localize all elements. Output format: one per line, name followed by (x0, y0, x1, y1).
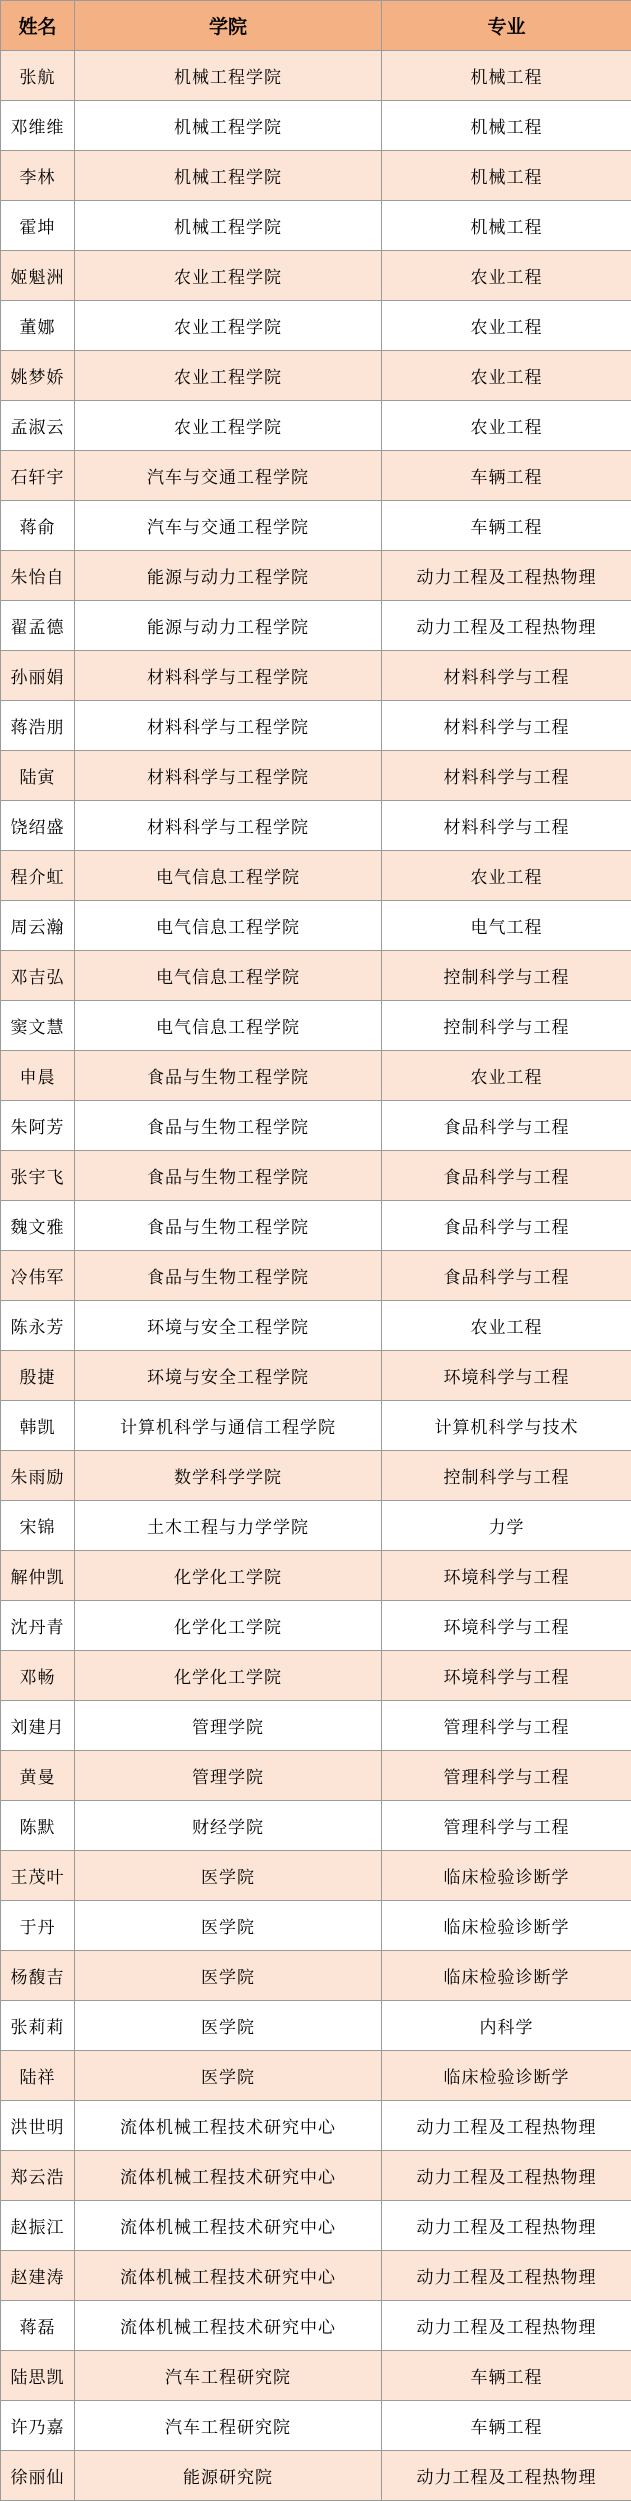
table-row (1, 2401, 631, 2451)
cell-major: 机械工程 (382, 201, 631, 251)
cell-major: 控制科学与工程 (382, 1001, 631, 1051)
cell-major: 计算机科学与技术 (382, 1401, 631, 1451)
cell-major: 临床检验诊断学 (382, 1901, 631, 1951)
cell-name: 张莉莉 (1, 2001, 75, 2051)
cell-name: 朱阿芳 (1, 1101, 75, 1151)
table-row (1, 551, 631, 601)
cell-college: 能源与动力工程学院 (75, 551, 382, 601)
header-row (1, 1, 631, 51)
cell-college: 食品与生物工程学院 (75, 1251, 382, 1301)
cell-name: 董娜 (1, 301, 75, 351)
cell-name: 陆寅 (1, 751, 75, 801)
cell-college: 医学院 (75, 1951, 382, 2001)
cell-major: 临床检验诊断学 (382, 2051, 631, 2101)
header-major: 专业 (382, 1, 631, 51)
cell-college: 财经学院 (75, 1801, 382, 1851)
table-row (1, 301, 631, 351)
cell-college: 流体机械工程技术研究中心 (75, 2251, 382, 2301)
cell-name: 张航 (1, 51, 75, 101)
table-row (1, 1301, 631, 1351)
table-row (1, 801, 631, 851)
cell-name: 霍坤 (1, 201, 75, 251)
table-row (1, 1651, 631, 1701)
cell-name: 解仲凯 (1, 1551, 75, 1601)
table-row (1, 1601, 631, 1651)
cell-major: 控制科学与工程 (382, 1451, 631, 1501)
cell-college: 电气信息工程学院 (75, 951, 382, 1001)
cell-college: 医学院 (75, 1851, 382, 1901)
table-row (1, 2351, 631, 2401)
cell-major: 农业工程 (382, 851, 631, 901)
cell-name: 宋锦 (1, 1501, 75, 1551)
cell-name: 蒋俞 (1, 501, 75, 551)
cell-college: 管理学院 (75, 1751, 382, 1801)
cell-name: 赵建涛 (1, 2251, 75, 2301)
cell-name: 申晨 (1, 1051, 75, 1101)
table-row (1, 1051, 631, 1101)
cell-name: 蒋磊 (1, 2301, 75, 2351)
cell-major: 动力工程及工程热物理 (382, 2451, 631, 2501)
cell-college: 农业工程学院 (75, 351, 382, 401)
table-row (1, 2451, 631, 2501)
header-name: 姓名 (1, 1, 75, 51)
cell-college: 汽车与交通工程学院 (75, 451, 382, 501)
cell-major: 环境科学与工程 (382, 1551, 631, 1601)
cell-major: 机械工程 (382, 151, 631, 201)
table-row (1, 701, 631, 751)
cell-name: 陈永芳 (1, 1301, 75, 1351)
cell-major: 管理科学与工程 (382, 1701, 631, 1751)
cell-college: 汽车工程研究院 (75, 2401, 382, 2451)
table-row (1, 1551, 631, 1601)
cell-name: 韩凯 (1, 1401, 75, 1451)
cell-name: 张宇飞 (1, 1151, 75, 1201)
cell-college: 管理学院 (75, 1701, 382, 1751)
table-row (1, 1101, 631, 1151)
cell-name: 陆祥 (1, 2051, 75, 2101)
cell-major: 动力工程及工程热物理 (382, 601, 631, 651)
table-row (1, 251, 631, 301)
cell-college: 材料科学与工程学院 (75, 751, 382, 801)
cell-major: 材料科学与工程 (382, 701, 631, 751)
table-row (1, 751, 631, 801)
cell-major: 食品科学与工程 (382, 1101, 631, 1151)
cell-name: 邓维维 (1, 101, 75, 151)
table-body (1, 51, 631, 2501)
table-row (1, 1951, 631, 2001)
cell-college: 农业工程学院 (75, 301, 382, 351)
table-row (1, 2151, 631, 2201)
table-row (1, 1251, 631, 1301)
cell-major: 动力工程及工程热物理 (382, 2151, 631, 2201)
cell-college: 汽车工程研究院 (75, 2351, 382, 2401)
cell-college: 医学院 (75, 2001, 382, 2051)
table-row (1, 2101, 631, 2151)
cell-major: 电气工程 (382, 901, 631, 951)
cell-college: 土木工程与力学学院 (75, 1501, 382, 1551)
table-row (1, 1201, 631, 1251)
cell-college: 环境与安全工程学院 (75, 1351, 382, 1401)
cell-college: 机械工程学院 (75, 101, 382, 151)
cell-college: 医学院 (75, 1901, 382, 1951)
cell-name: 孟淑云 (1, 401, 75, 451)
cell-name: 李林 (1, 151, 75, 201)
table-row (1, 151, 631, 201)
cell-name: 杨馥吉 (1, 1951, 75, 2001)
cell-major: 环境科学与工程 (382, 1351, 631, 1401)
cell-name: 周云瀚 (1, 901, 75, 951)
table-row (1, 351, 631, 401)
cell-major: 机械工程 (382, 51, 631, 101)
cell-college: 材料科学与工程学院 (75, 651, 382, 701)
cell-college: 食品与生物工程学院 (75, 1051, 382, 1101)
cell-college: 流体机械工程技术研究中心 (75, 2201, 382, 2251)
cell-name: 窦文慧 (1, 1001, 75, 1051)
cell-major: 农业工程 (382, 1301, 631, 1351)
cell-college: 电气信息工程学院 (75, 901, 382, 951)
cell-major: 材料科学与工程 (382, 751, 631, 801)
cell-college: 能源与动力工程学院 (75, 601, 382, 651)
cell-major: 动力工程及工程热物理 (382, 2251, 631, 2301)
cell-college: 医学院 (75, 2051, 382, 2101)
cell-major: 农业工程 (382, 1051, 631, 1101)
table-header (1, 1, 631, 51)
table-row (1, 1451, 631, 1501)
cell-major: 车辆工程 (382, 2351, 631, 2401)
cell-major: 动力工程及工程热物理 (382, 2201, 631, 2251)
cell-college: 汽车与交通工程学院 (75, 501, 382, 551)
cell-name: 黄曼 (1, 1751, 75, 1801)
cell-major: 管理科学与工程 (382, 1751, 631, 1801)
cell-college: 化学化工学院 (75, 1601, 382, 1651)
cell-college: 机械工程学院 (75, 51, 382, 101)
table-row (1, 1001, 631, 1051)
cell-name: 冷伟军 (1, 1251, 75, 1301)
table-row (1, 2001, 631, 2051)
cell-name: 程介虹 (1, 851, 75, 901)
table-row (1, 601, 631, 651)
cell-name: 赵振江 (1, 2201, 75, 2251)
cell-college: 计算机科学与通信工程学院 (75, 1401, 382, 1451)
cell-major: 农业工程 (382, 351, 631, 401)
table-row (1, 1151, 631, 1201)
cell-college: 食品与生物工程学院 (75, 1201, 382, 1251)
table-row (1, 401, 631, 451)
cell-major: 动力工程及工程热物理 (382, 551, 631, 601)
cell-name: 魏文雅 (1, 1201, 75, 1251)
cell-name: 邓畅 (1, 1651, 75, 1701)
cell-name: 朱雨励 (1, 1451, 75, 1501)
cell-college: 环境与安全工程学院 (75, 1301, 382, 1351)
cell-name: 洪世明 (1, 2101, 75, 2151)
cell-major: 材料科学与工程 (382, 651, 631, 701)
table-row (1, 651, 631, 701)
cell-name: 殷捷 (1, 1351, 75, 1401)
cell-major: 农业工程 (382, 401, 631, 451)
table-row (1, 2201, 631, 2251)
cell-name: 石轩宇 (1, 451, 75, 501)
table-row (1, 951, 631, 1001)
cell-major: 食品科学与工程 (382, 1251, 631, 1301)
cell-name: 姬魁洲 (1, 251, 75, 301)
table-row (1, 51, 631, 101)
cell-name: 徐丽仙 (1, 2451, 75, 2501)
cell-college: 农业工程学院 (75, 251, 382, 301)
table-row (1, 501, 631, 551)
cell-major: 环境科学与工程 (382, 1601, 631, 1651)
cell-name: 刘建月 (1, 1701, 75, 1751)
cell-college: 食品与生物工程学院 (75, 1151, 382, 1201)
cell-major: 动力工程及工程热物理 (382, 2301, 631, 2351)
cell-college: 化学化工学院 (75, 1551, 382, 1601)
table-row (1, 851, 631, 901)
cell-name: 孙丽娟 (1, 651, 75, 701)
cell-college: 电气信息工程学院 (75, 1001, 382, 1051)
cell-name: 沈丹青 (1, 1601, 75, 1651)
table-row (1, 2301, 631, 2351)
cell-name: 朱怡自 (1, 551, 75, 601)
table-row (1, 1351, 631, 1401)
table-row (1, 1801, 631, 1851)
cell-major: 农业工程 (382, 251, 631, 301)
cell-college: 农业工程学院 (75, 401, 382, 451)
table-row (1, 2051, 631, 2101)
cell-name: 郑云浩 (1, 2151, 75, 2201)
table-row (1, 101, 631, 151)
cell-college: 电气信息工程学院 (75, 851, 382, 901)
table-row (1, 1901, 631, 1951)
table-row (1, 1751, 631, 1801)
cell-name: 王茂叶 (1, 1851, 75, 1901)
cell-name: 翟孟德 (1, 601, 75, 651)
cell-college: 机械工程学院 (75, 201, 382, 251)
cell-name: 陆思凯 (1, 2351, 75, 2401)
cell-major: 车辆工程 (382, 2401, 631, 2451)
cell-name: 许乃嘉 (1, 2401, 75, 2451)
cell-college: 材料科学与工程学院 (75, 801, 382, 851)
cell-name: 姚梦娇 (1, 351, 75, 401)
cell-name: 邓吉弘 (1, 951, 75, 1001)
cell-name: 蒋浩朋 (1, 701, 75, 751)
cell-college: 流体机械工程技术研究中心 (75, 2151, 382, 2201)
cell-name: 陈默 (1, 1801, 75, 1851)
table-row (1, 1501, 631, 1551)
cell-major: 机械工程 (382, 101, 631, 151)
header-college: 学院 (75, 1, 382, 51)
cell-major: 农业工程 (382, 301, 631, 351)
table-row (1, 201, 631, 251)
cell-major: 动力工程及工程热物理 (382, 2101, 631, 2151)
cell-major: 材料科学与工程 (382, 801, 631, 851)
cell-college: 能源研究院 (75, 2451, 382, 2501)
table-row (1, 1851, 631, 1901)
table-row (1, 1401, 631, 1451)
cell-major: 临床检验诊断学 (382, 1951, 631, 2001)
cell-college: 机械工程学院 (75, 151, 382, 201)
cell-major: 车辆工程 (382, 501, 631, 551)
cell-major: 食品科学与工程 (382, 1201, 631, 1251)
cell-college: 食品与生物工程学院 (75, 1101, 382, 1151)
cell-name: 饶绍盛 (1, 801, 75, 851)
cell-college: 数学科学学院 (75, 1451, 382, 1501)
cell-major: 临床检验诊断学 (382, 1851, 631, 1901)
table-row (1, 2251, 631, 2301)
cell-name: 于丹 (1, 1901, 75, 1951)
cell-major: 环境科学与工程 (382, 1651, 631, 1701)
cell-major: 力学 (382, 1501, 631, 1551)
table-row (1, 901, 631, 951)
cell-college: 流体机械工程技术研究中心 (75, 2101, 382, 2151)
cell-major: 食品科学与工程 (382, 1151, 631, 1201)
cell-college: 化学化工学院 (75, 1651, 382, 1701)
cell-college: 流体机械工程技术研究中心 (75, 2301, 382, 2351)
table-row (1, 1701, 631, 1751)
cell-major: 控制科学与工程 (382, 951, 631, 1001)
cell-major: 车辆工程 (382, 451, 631, 501)
cell-major: 管理科学与工程 (382, 1801, 631, 1851)
cell-college: 材料科学与工程学院 (75, 701, 382, 751)
cell-major: 内科学 (382, 2001, 631, 2051)
table-row (1, 451, 631, 501)
